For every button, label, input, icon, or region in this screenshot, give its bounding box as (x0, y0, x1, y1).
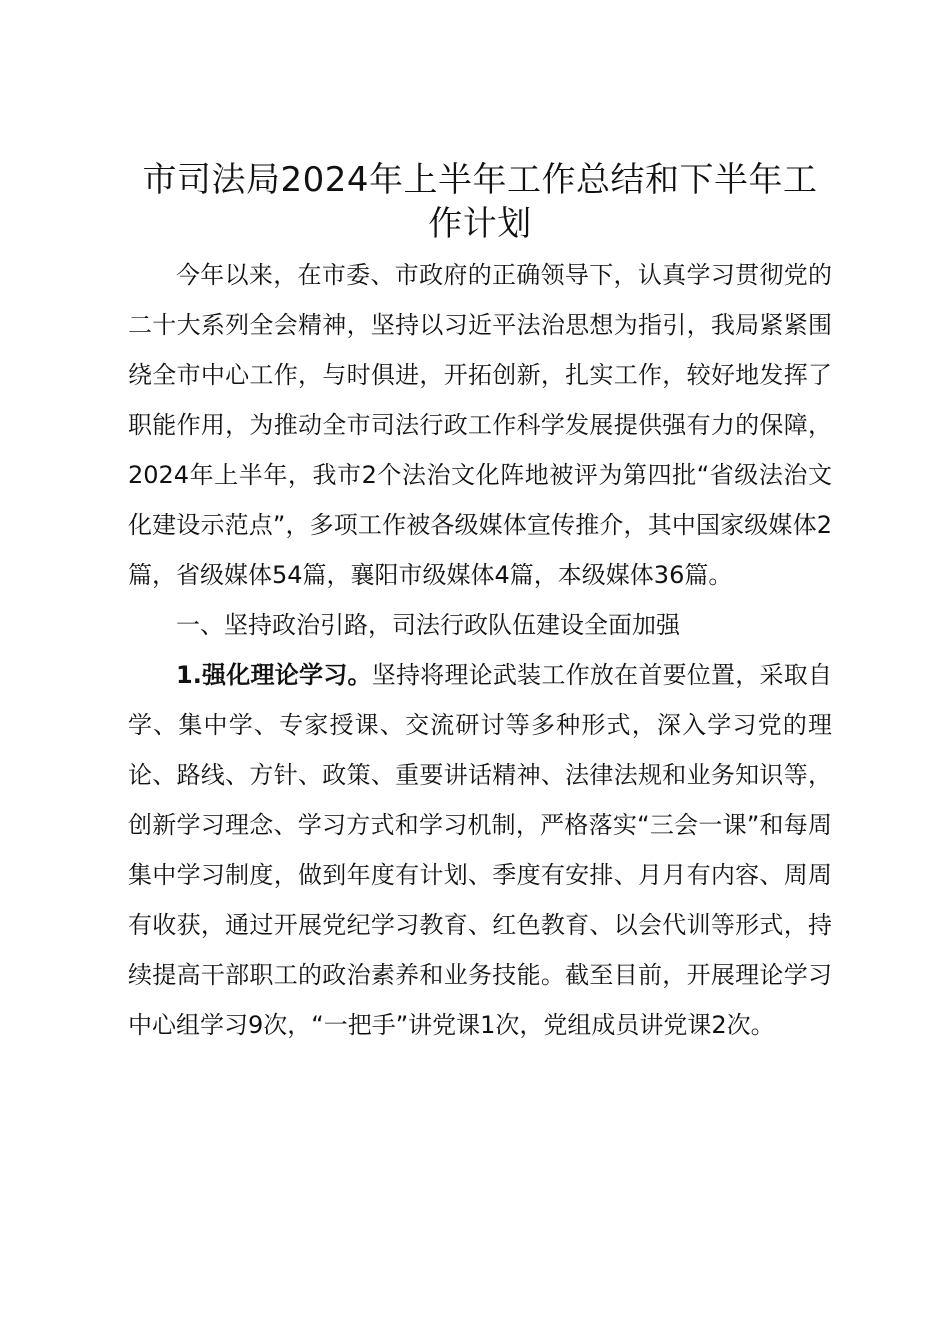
title-line-2: 作计划 (428, 204, 532, 244)
document-body (128, 158, 832, 1050)
document-title (128, 158, 832, 246)
section-1-heading: 一、坚持政治引路，司法行政队伍建设全面加强 (176, 611, 680, 639)
title-line-1: 市司法局2024年上半年工作总结和下半年工 (142, 160, 818, 200)
intro-paragraph: 今年以来，在市委、市政府的正确领导下，认真学习贯彻党的二十大系列全会精神，坚持以习近平法治思想为指引，我局紧紧围绕全市中心工作，与时俱进，开拓创新，扎实工作，较好地发挥了职能作用，为推动全市司法行政工作科学发展提供强有力的保障，2024年上半年，我市2个法治文化阵地被评为第四批“省级法治文化建设示范点”，多项工作被各级媒体宣传推介，其中国家级媒体2篇，省级媒体54篇，襄阳市级媒体4篇，本级媒体36篇。 (128, 261, 832, 589)
item-1-paragraph (128, 650, 832, 1050)
item-1-lead: 1.强化理论学习。 (176, 661, 372, 689)
item-1-body: 坚持将理论武装工作放在首要位置，采取自学、集中学、专家授课、交流研讨等多种形式，深入学习党的理论、路线、方针、政策、重要讲话精神、法律法规和业务知识等，创新学习理念、学习方式和学习机制，严格落实“三会一课”和每周集中学习制度，做到年度有计划、季度有安排、月月有内容、周周有收获，通过开展党纪学习教育、红色教育、以会代训等形式，持续提高干部职工的政治素养和业务技能。截至目前，开展理论学习中心组学习9次，“一把手”讲党课1次，党组成员讲党课2次。 (128, 661, 832, 1039)
